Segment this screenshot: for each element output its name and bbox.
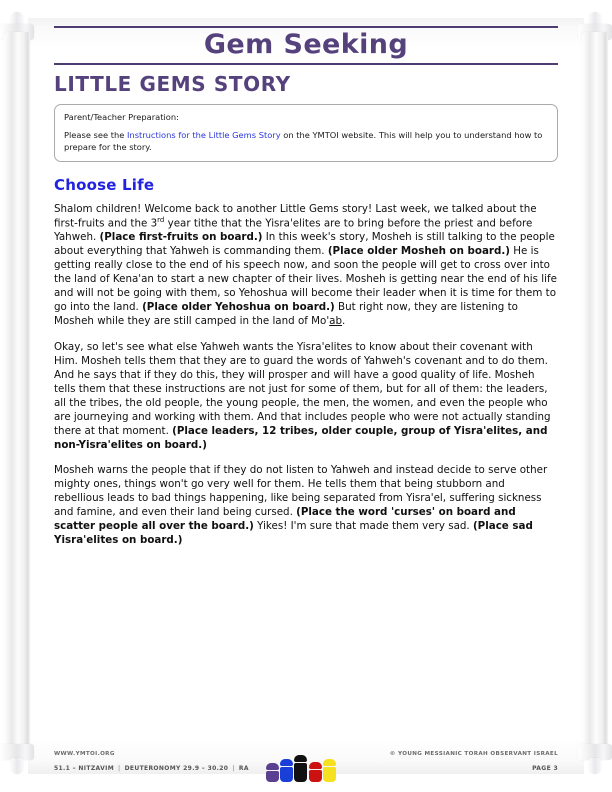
scroll-roller-left xyxy=(0,10,34,782)
document-content xyxy=(54,26,558,558)
logo-figure xyxy=(309,762,322,782)
text-run-bold: (Place first-fruits on board.) xyxy=(99,231,263,244)
scroll-roller-right xyxy=(578,10,612,782)
scroll-knob-bottom-left xyxy=(11,758,23,774)
text-run-normal: year tithe that the Yisra'elites are to bring before the priest and before Yahweh. xyxy=(54,217,533,244)
footer-right xyxy=(390,752,558,772)
text-run-normal: Yikes! I'm sure that made them very sad. xyxy=(253,520,473,533)
text-run-normal: He is getting really close to the end of his speech now, and soon the people will get to cross over into the land of Kena'an to start a new chapter of their lives. Mosheh is getting near the end of his life and will not be going with them, so Yehoshua will become their leader when it is time for them to go into the land. xyxy=(54,245,557,314)
logo-figure-body xyxy=(323,767,336,782)
logo-figure xyxy=(294,755,307,782)
logo-figure-body xyxy=(309,770,322,782)
scroll-tube-right xyxy=(582,32,608,748)
logo-figure-head xyxy=(280,759,293,766)
footer-separator-1: | xyxy=(118,764,121,772)
text-run-normal: Shalom children! Welcome back to another Little Gems story! Last week, we talked about the first-fruits and the 3 xyxy=(54,202,537,230)
logo-figure-body xyxy=(280,767,293,782)
logo-figure-head xyxy=(266,763,279,770)
text-run-bold: (Place older Yehoshua on board.) xyxy=(142,301,335,314)
prep-text-after-link: on the YMTOI website. This will help you to understand how to prepare for the story. xyxy=(64,129,543,153)
footer-lesson-line xyxy=(54,766,249,772)
text-run-underline: ab xyxy=(329,315,343,328)
title-rule-bottom xyxy=(54,63,558,65)
footer-scripture: DEUTERONOMY 29.9 – 30.20 xyxy=(124,764,229,772)
page-footer xyxy=(54,752,558,786)
text-run-bold: (Place sad Yisra'elites on board.) xyxy=(54,520,533,547)
text-run-normal: Okay, so let's see what else Yahweh wants the Yisra'elites to know about their covenant with Him. Mosheh tells them that they are to guard the words of Yahweh's covenant and to do them. And he says that if they do this, they will prosper and will have a good quality of life. Mosheh tells them that these instructions are not just for some of them, but for all of them: the leaders, all the tribes, the old people, the young people, the men, the women, and even the people who are journeying and working with them. And that includes people who were not actually standing there at that moment. xyxy=(54,340,551,437)
text-run-normal: In this week's story, Mosheh is still talking to the people about everything that Yahweh is commanding them. xyxy=(54,231,555,258)
instructions-link[interactable]: Instructions for the Little Gems Story xyxy=(126,129,281,140)
footer-separator-2: | xyxy=(232,764,235,772)
logo-figure-body xyxy=(266,771,279,782)
parent-teacher-preparation-box xyxy=(54,104,558,161)
page-title: Gem Seeking xyxy=(203,29,409,60)
scroll-tube-left xyxy=(4,32,30,748)
prep-body xyxy=(64,129,548,154)
story-paragraph xyxy=(54,463,558,547)
logo-figure xyxy=(323,759,336,782)
logo-figure-head xyxy=(323,759,336,766)
text-run-bold: (Place the word 'curses' on board and scatter people all over the board.) xyxy=(54,506,516,533)
prep-text-before-link: Please see the xyxy=(64,129,127,140)
footer-website[interactable]: WWW.YMTOI.ORG xyxy=(54,751,115,757)
text-run-bold: (Place leaders, 12 tribes, older couple, group of Yisra'elites, and non-Yisra'elites on board.) xyxy=(54,424,548,451)
ymtoi-people-logo xyxy=(266,748,346,784)
prep-heading: Parent/Teacher Preparation: xyxy=(64,112,179,123)
scroll-knob-bottom-right xyxy=(589,758,601,774)
logo-figure xyxy=(266,763,279,782)
text-run-normal: Mosheh warns the people that if they do not listen to Yahweh and instead decide to serve other mighty ones, things won't go very well for them. He tells them that being stubborn and rebellious leads to bad things happening, like being separated from Yisra'el, suffering sickness and famine, and even their land being cursed. xyxy=(54,463,548,519)
text-run-bold: (Place older Mosheh on board.) xyxy=(327,245,510,258)
footer-left xyxy=(54,752,249,772)
story-paragraph xyxy=(54,202,558,329)
footer-copyright: © YOUNG MESSIANIC TORAH OBSERVANT ISRAEL xyxy=(389,751,558,757)
text-run-normal: . xyxy=(342,315,346,328)
logo-figure xyxy=(280,759,293,782)
footer-initials: RA xyxy=(238,764,249,772)
footer-lesson-code: 51.1 – NITZAVIM xyxy=(54,764,115,772)
footer-page-number: PAGE 3 xyxy=(532,764,558,772)
text-run-normal: But right now, they are listening to Mosheh while they are still camped in the land of Mo' xyxy=(54,301,518,328)
story-paragraph xyxy=(54,340,558,452)
logo-figure-body xyxy=(294,763,307,782)
logo-figure-head xyxy=(309,762,322,769)
logo-figure-head xyxy=(294,755,307,762)
story-heading: Choose Life xyxy=(54,175,155,194)
section-title: LITTLE GEMS STORY xyxy=(54,72,291,97)
text-run-sup: rd xyxy=(157,215,165,224)
